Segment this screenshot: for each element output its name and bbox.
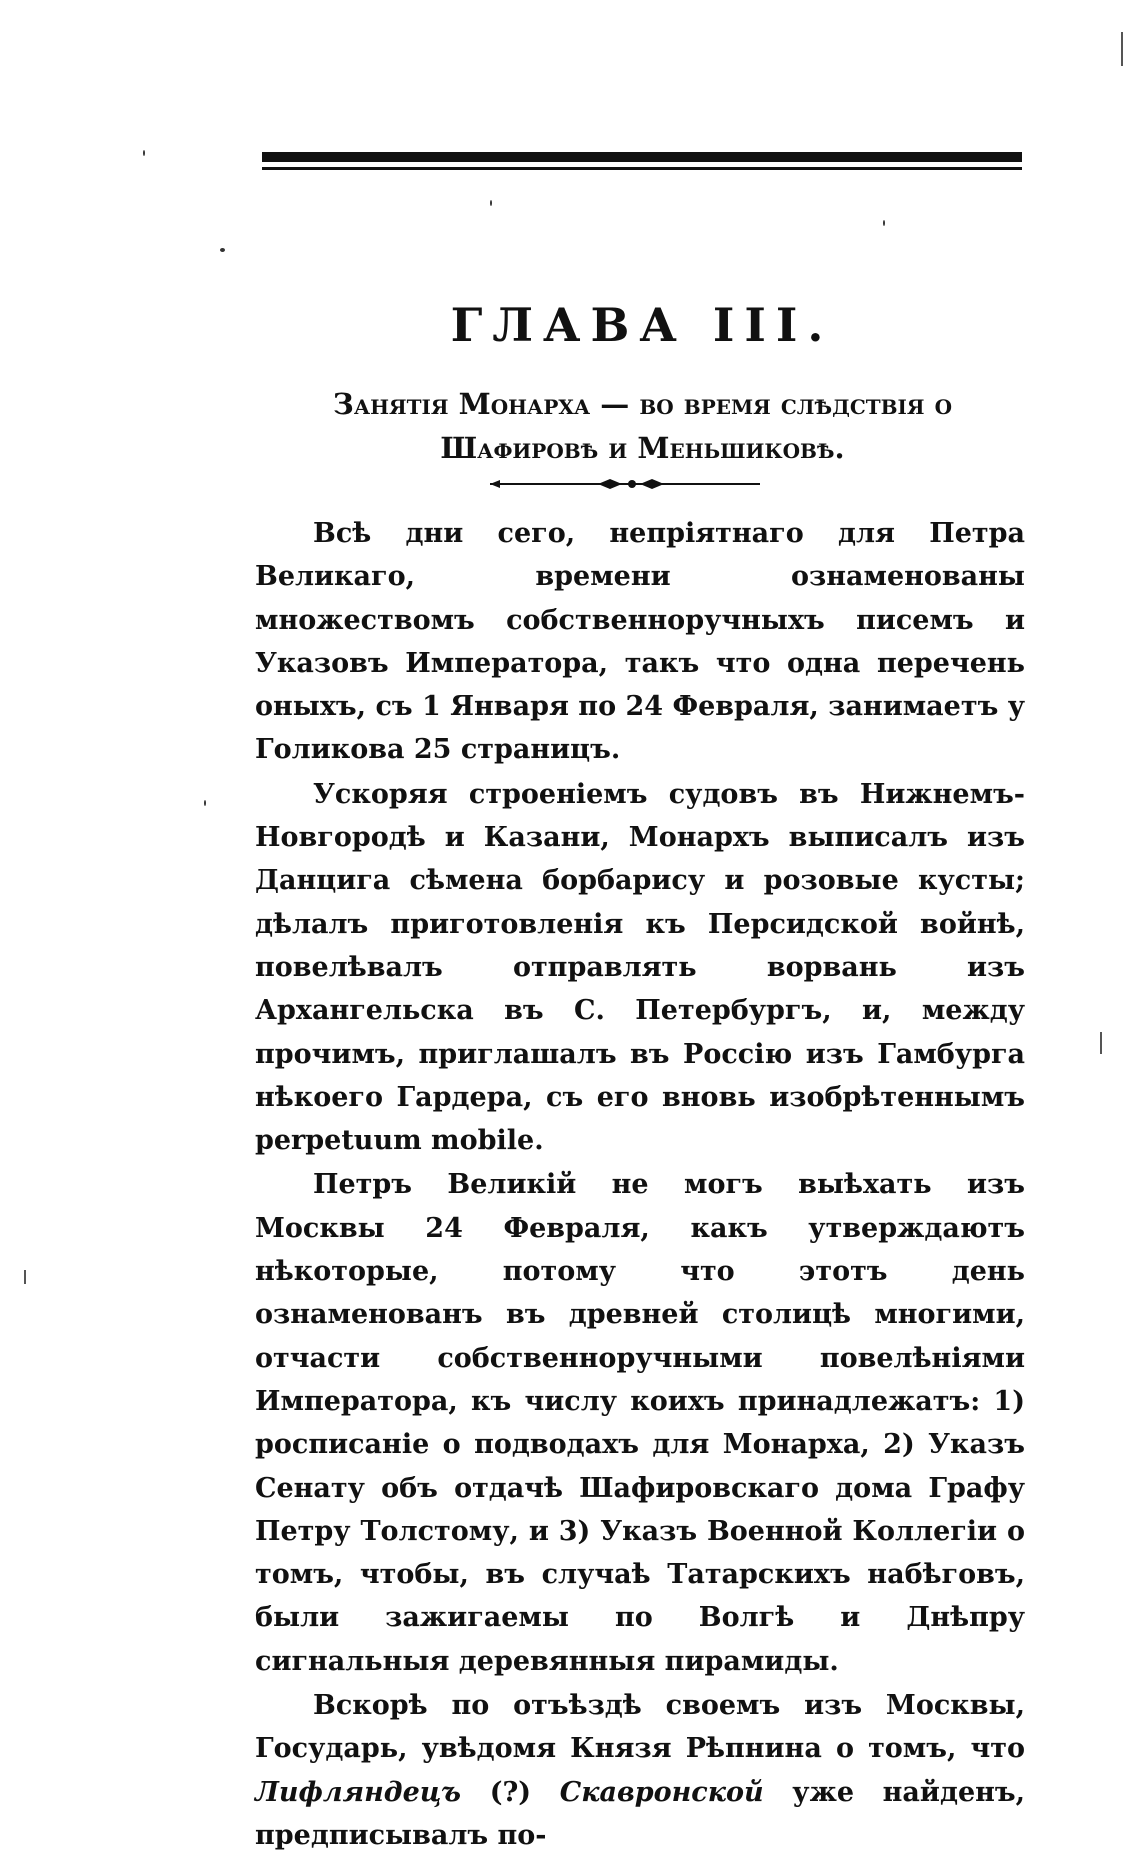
divider-ornament-icon (490, 478, 760, 490)
chapter-subtitle-line-1: Занятія Монарха — во время слѣдствія о (332, 387, 953, 421)
scan-edge-mark (1121, 32, 1123, 66)
chapter-title: ГЛАВА III. (450, 298, 834, 352)
chapter-subtitle (255, 382, 1030, 470)
paragraph-4-italic-1: Лифляндецъ (255, 1776, 462, 1808)
body-text (255, 512, 1025, 1858)
scan-edge-mark (1100, 1032, 1102, 1054)
scan-speck (220, 248, 225, 252)
scan-speck (204, 800, 206, 806)
paragraph-4-text-mid: (?) (461, 1776, 560, 1808)
paragraph-4-text-before: Вскорѣ по отъѣздѣ своемъ изъ Москвы, Государь, увѣдомя Князя Рѣпнина о томъ, что (255, 1690, 1025, 1765)
scan-speck (143, 150, 145, 156)
paragraph-4-italic-2: Скавронской (559, 1776, 764, 1808)
scan-speck (883, 220, 885, 226)
header-thick-rule (262, 152, 1022, 162)
scan-edge-mark (24, 1270, 26, 1284)
scan-speck (490, 200, 492, 206)
paragraph-4-text-after: уже найденъ, предписывалъ по- (255, 1776, 1026, 1851)
paragraph-2: Ускоряя строеніемъ судовъ въ Нижнемъ-Новгородѣ и Казани, Монархъ выписалъ изъ Данцига сѣмена борбарису и розовые кусты; дѣлалъ приготовленія къ Персидской войнѣ, повелѣвалъ отправлять ворвань изъ Архангельска въ С. Петербургъ, и, между прочимъ, приглашалъ въ Россію изъ Гамбурга нѣкоего Гардера, съ его вновь изобрѣтеннымъ perpetuum mobile. (255, 778, 1025, 1157)
header-thin-rule (262, 167, 1022, 170)
paragraph-1: Всѣ дни сего, непріятнаго для Петра Великаго, времени ознаменованы множествомъ собственноручныхъ писемъ и Указовъ Императора, такъ что одна перечень оныхъ, съ 1 Января по 24 Февраля, занимаетъ у Голикова 25 страницъ. (255, 518, 1025, 766)
paragraph-4 (255, 1684, 1025, 1857)
paragraph-3: Петръ Великій не могъ выѣхать изъ Москвы 24 Февраля, какъ утверждаютъ нѣкоторые, потому что этотъ день ознаменованъ въ древней столицѣ многими, отчасти собственноручными повелѣніями Императора, къ числу коихъ принадлежатъ: 1) росписаніе о подводахъ для Монарха, 2) Указъ Сенату объ отдачѣ Шафировскаго дома Графу Петру Толстому, и 3) Указъ Военной Коллегіи о томъ, чтобы, въ случаѣ Татарскихъ набѣговъ, были зажигаемы по Волгѣ и Днѣпру сигнальныя деревянныя пирамиды. (255, 1169, 1025, 1677)
chapter-subtitle-line-2: Шафировѣ и Меньшиковѣ. (440, 431, 845, 465)
